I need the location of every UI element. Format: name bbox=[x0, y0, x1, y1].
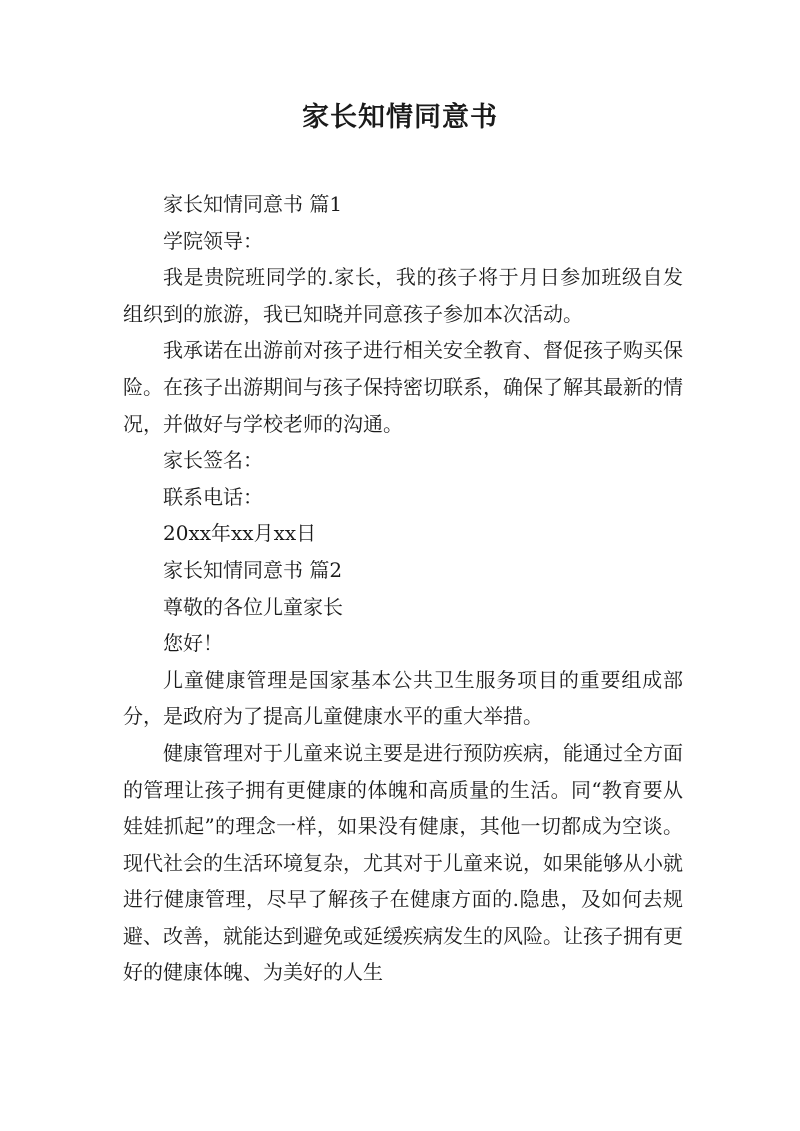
paragraph-salutation-2: 尊敬的各位儿童家长 bbox=[163, 594, 343, 619]
paragraph-greeting: 您好！ bbox=[163, 631, 223, 656]
paragraph-statement: 我是贵院班同学的.家长，我的孩子将于月日参加班级自发组织到的旅游，我已知晓并同意孩子参加本次活动。 bbox=[123, 265, 683, 326]
paragraph-heading-2: 家长知情同意书 篇2 bbox=[163, 557, 343, 582]
paragraph-heading-1: 家长知情同意书 篇1 bbox=[163, 192, 343, 216]
paragraph-signature-label: 家长签名： bbox=[163, 448, 263, 473]
paragraph-date: 20xx年xx月xx日 bbox=[163, 521, 317, 546]
paragraph-salutation-1: 学院领导： bbox=[163, 228, 263, 253]
paragraph-intro: 儿童健康管理是国家基本公共卫生服务项目的重要组成部分，是政府为了提高儿童健康水平的重大举措。 bbox=[123, 667, 683, 729]
document-title: 家长知情同意书 bbox=[302, 102, 498, 133]
paragraph-health-management: 健康管理对于儿童来说主要是进行预防疾病，能通过全方面的管理让孩子拥有更健康的体魄和高质量的生活。同“教育要从娃娃抓起”的理念一样，如果没有健康，其他一切都成为空谈。现代社会的生活环境复杂，尤其对于儿童来说，如果能够从小就进行健康管理，尽早了解孩子在健康方面的.隐患，及如何去规避、改善，就能达到避免或延缓疾病发生的风险。让孩子拥有更好的健康体魄、为美好的人生 bbox=[123, 740, 683, 985]
paragraph-phone-label: 联系电话： bbox=[163, 484, 263, 509]
paragraph-promise: 我承诺在出游前对孩子进行相关安全教育、督促孩子购买保险。在孩子出游期间与孩子保持密切联系，确保了解其最新的情况，并做好与学校老师的沟通。 bbox=[123, 338, 683, 436]
document-body bbox=[123, 186, 683, 991]
